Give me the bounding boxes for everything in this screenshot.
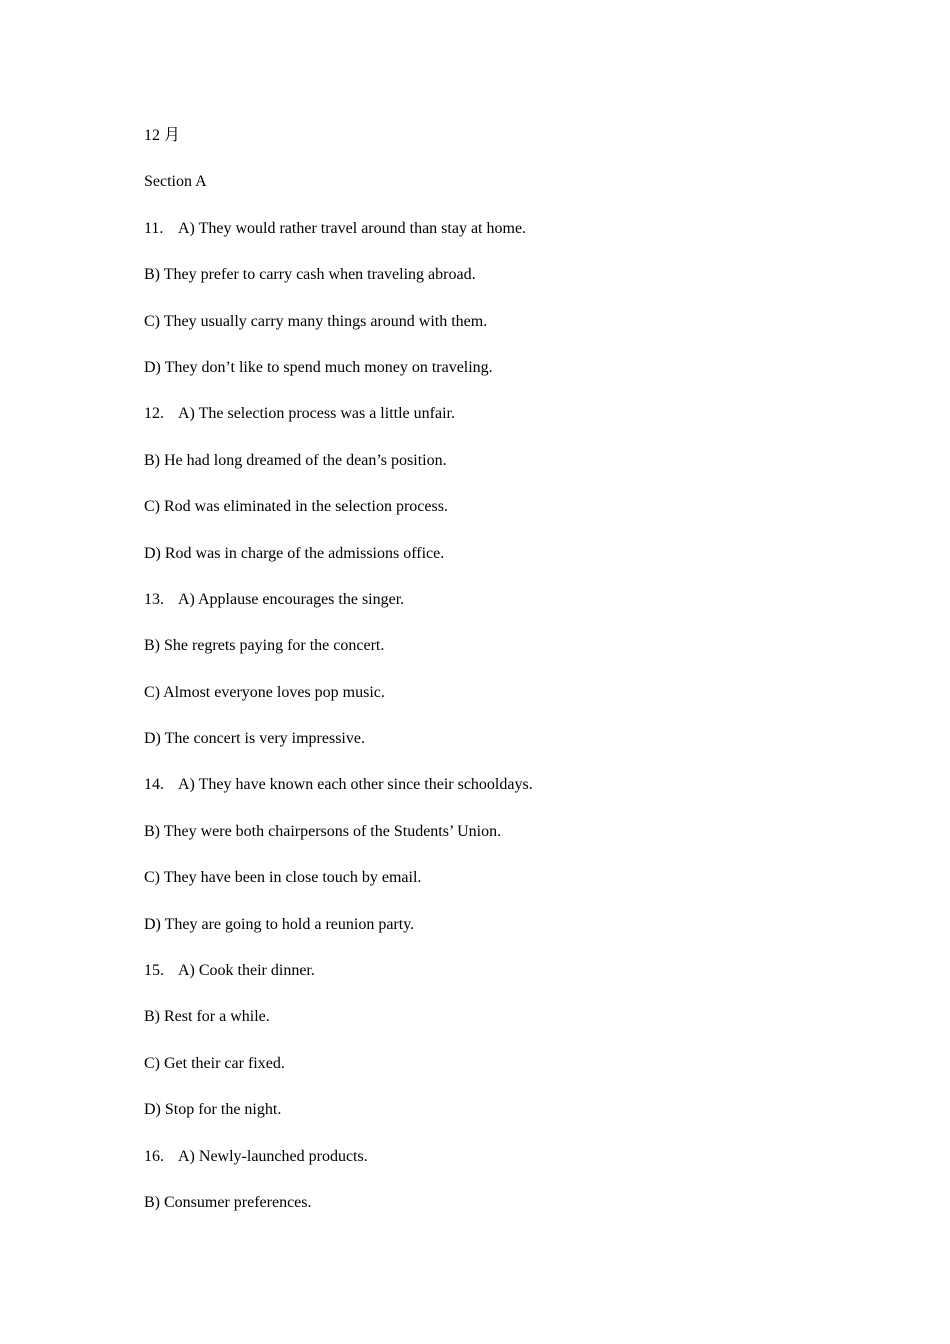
question-15-option-d: D) Stop for the night.	[144, 1101, 282, 1119]
question-11-option-a	[144, 214, 804, 260]
question-number: 13.	[144, 590, 164, 608]
question-number: 15.	[144, 962, 164, 980]
question-13-option-b: B) She regrets paying for the concert.	[144, 637, 385, 655]
question-11-option-b: B) They prefer to carry cash when traveling abroad.	[144, 266, 476, 284]
question-number: 16.	[144, 1147, 164, 1165]
question-15-option-c: C) Get their car fixed.	[144, 1054, 285, 1072]
question-13-option-a	[144, 585, 804, 631]
document-content	[144, 121, 804, 1234]
option-text: A) Newly-launched products.	[178, 1147, 368, 1165]
option-text: A) They would rather travel around than stay at home.	[178, 219, 527, 237]
month-heading: 12 月	[144, 127, 181, 144]
question-14-option-a	[144, 770, 804, 816]
question-13-option-d: D) The concert is very impressive.	[144, 730, 365, 748]
question-12-option-d: D) Rod was in charge of the admissions office.	[144, 544, 445, 562]
question-12-option-c: C) Rod was eliminated in the selection process.	[144, 498, 448, 516]
question-11-option-c: C) They usually carry many things around with them.	[144, 312, 488, 330]
question-11-option-d: D) They don’t like to spend much money on traveling.	[144, 358, 493, 376]
question-16-option-a	[144, 1142, 804, 1188]
question-14-option-d: D) They are going to hold a reunion party.	[144, 915, 415, 933]
question-12-option-a	[144, 399, 804, 445]
option-text: A) Cook their dinner.	[178, 962, 315, 980]
section-heading: Section A	[144, 173, 207, 191]
question-16-option-b: B) Consumer preferences.	[144, 1193, 312, 1211]
question-14-option-b: B) They were both chairpersons of the Students’ Union.	[144, 822, 502, 840]
question-12-option-b: B) He had long dreamed of the dean’s position.	[144, 451, 447, 469]
question-14-option-c: C) They have been in close touch by email.	[144, 869, 422, 887]
question-15-option-a	[144, 956, 804, 1002]
question-13-option-c: C) Almost everyone loves pop music.	[144, 683, 385, 701]
question-15-option-b: B) Rest for a while.	[144, 1008, 270, 1026]
option-text: A) They have known each other since their schooldays.	[178, 776, 533, 794]
option-text: A) The selection process was a little unfair.	[178, 405, 455, 423]
question-number: 11.	[144, 219, 164, 237]
question-number: 12.	[144, 405, 164, 423]
option-text: A) Applause encourages the singer.	[178, 590, 405, 608]
question-number: 14.	[144, 776, 164, 794]
